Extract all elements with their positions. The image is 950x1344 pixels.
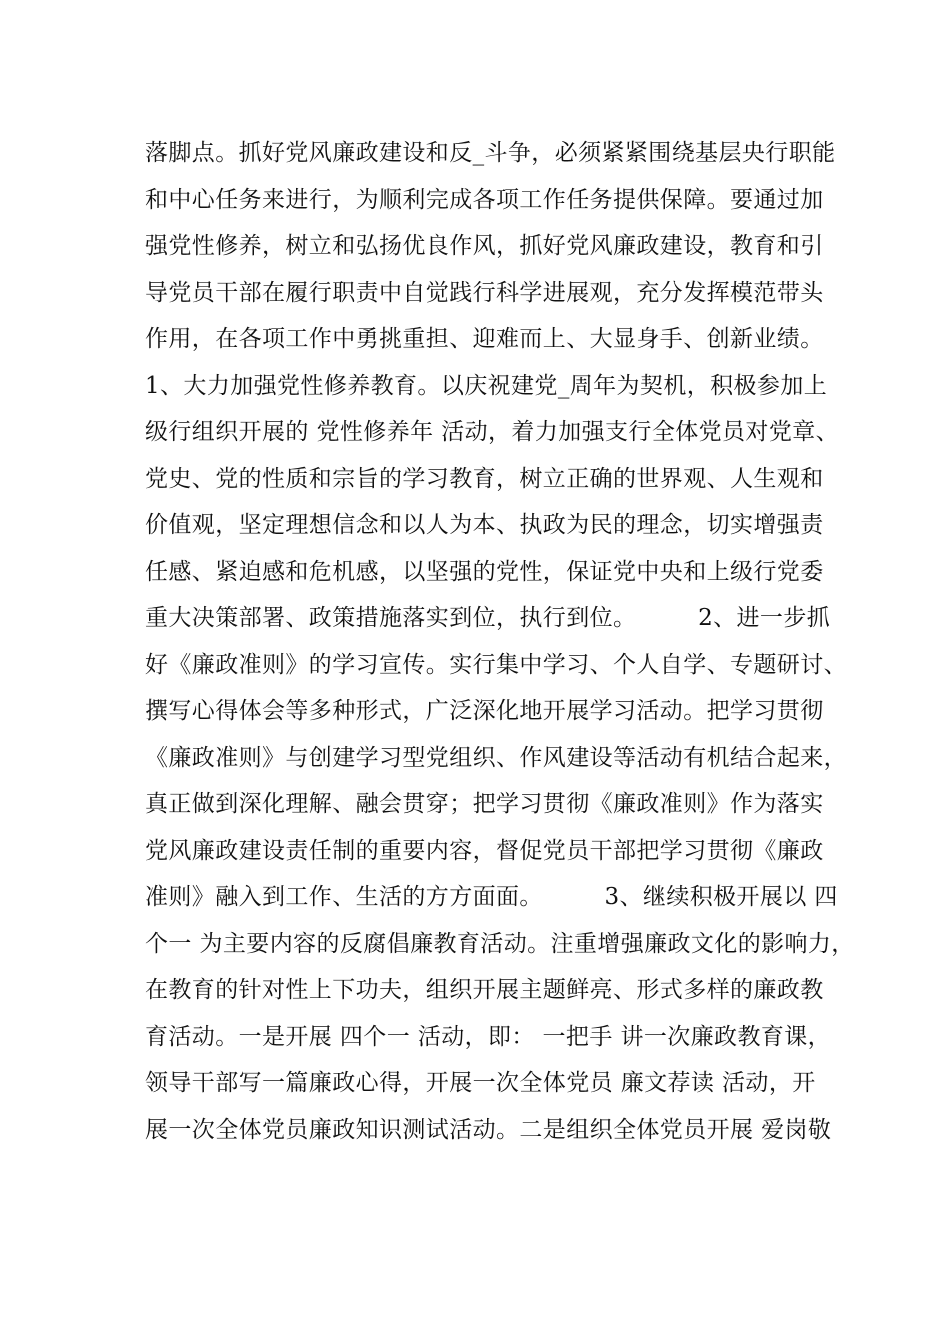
text-line: 个一 为主要内容的反腐倡廉教育活动。注重增强廉政文化的影响力， — [145, 930, 855, 957]
text-line: 价值观，坚定理想信念和以人为本、执政为民的理念，切实增强责 — [145, 512, 824, 538]
text-line: 撰写心得体会等多种形式，广泛深化地开展学习活动。把学习贯彻 — [145, 698, 824, 724]
text-line: 和中心任务来进行，为顺利完成各项工作任务提供保障。要通过加 — [145, 186, 824, 213]
text-line: 党风廉政建设责任制的重要内容，督促党员干部把学习贯彻《廉政 — [145, 837, 824, 864]
text-line: 党史、党的性质和宗旨的学习教育，树立正确的世界观、人生观和 — [145, 465, 824, 492]
text-line: 级行组织开展的 党性修养年 活动，着力加强支行全体党员对党章、 — [145, 419, 840, 445]
text-line: 准则》融入到工作、生活的方方面面。 3、继续积极开展以 四 — [145, 884, 838, 910]
text-line: 好《廉政准则》的学习宣传。实行集中学习、个人自学、专题研讨、 — [145, 651, 847, 678]
text-line: 1、大力加强党性修养教育。以庆祝建党_周年为契机，积极参加上 — [145, 372, 828, 399]
text-line: 作用，在各项工作中勇挑重担、迎难而上、大显身手、创新业绩。 — [145, 326, 824, 352]
text-line: 任感、紧迫感和危机感，以坚强的党性，保证党中央和上级行党委 — [145, 558, 824, 585]
text-line: 真正做到深化理解、融会贯穿；把学习贯彻《廉政准则》作为落实 — [145, 791, 824, 817]
text-line: 重大决策部署、政策措施落实到位，执行到位。 2、进一步抓 — [145, 605, 831, 631]
text-line: 强党性修养，树立和弘扬优良作风，抓好党风廉政建设，教育和引 — [145, 233, 824, 259]
text-line: 展一次全体党员廉政知识测试活动。二是组织全体党员开展 爱岗敬 — [145, 1116, 832, 1143]
text-line: 育活动。一是开展 四个一 活动，即： 一把手 讲一次廉政教育课， — [145, 1023, 832, 1050]
text-line: 导党员干部在履行职责中自觉践行科学进展观，充分发挥模范带头 — [145, 279, 824, 306]
text-line: 在教育的针对性上下功夫，组织开展主题鲜亮、形式多样的廉政教 — [145, 977, 824, 1003]
text-line: 落脚点。抓好党风廉政建设和反_斗争，必须紧紧围绕基层央行职能 — [145, 140, 836, 166]
document-body — [145, 130, 855, 1153]
text-line: 《廉政准则》与创建学习型党组织、作风建设等活动有机结合起来， — [145, 744, 847, 771]
text-line: 领导干部写一篇廉政心得，开展一次全体党员 廉文荐读 活动，开 — [145, 1070, 816, 1096]
